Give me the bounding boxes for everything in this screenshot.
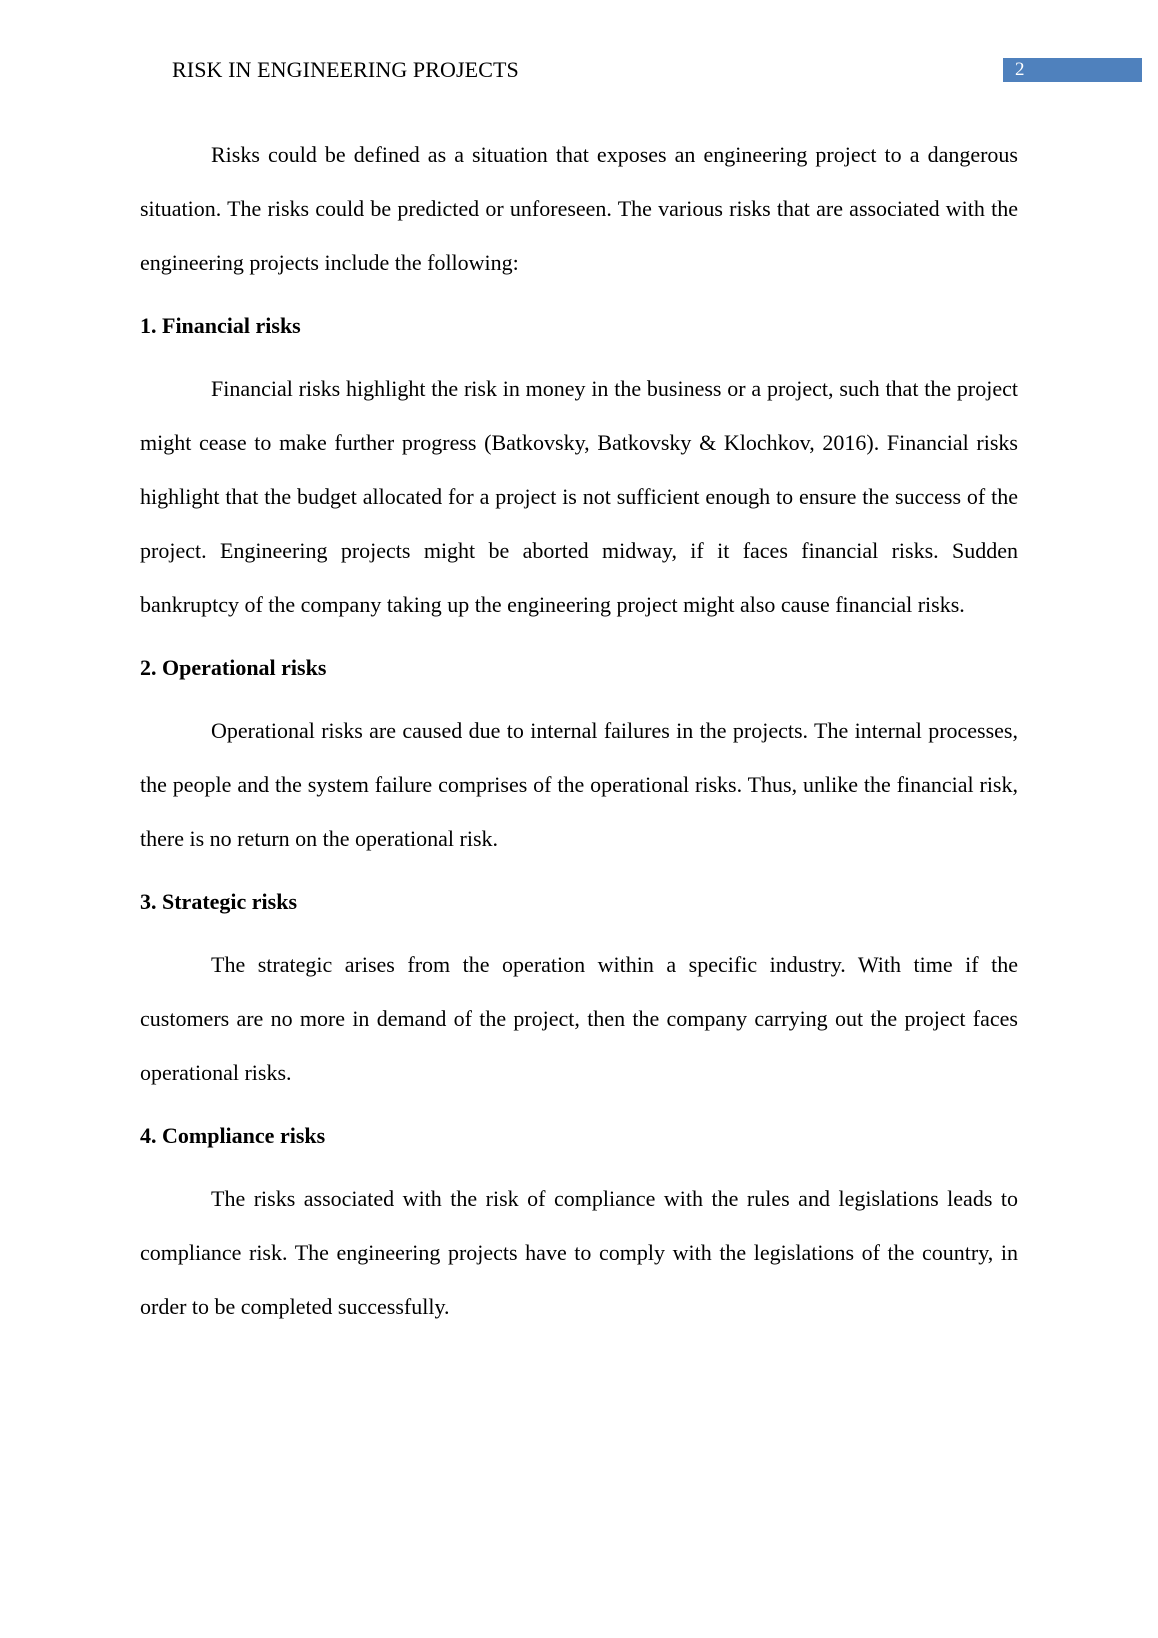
intro-paragraph: Risks could be defined as a situation that exposes an engineering project to a dangerous situation. The risks could be predicted or unforeseen. The various risks that are associated with the engineering projects include the following: <box>140 142 1018 275</box>
section-body-operational: Operational risks are caused due to internal failures in the projects. The internal processes, the people and the system failure comprises of the operational risks. Thus, unlike the financial risk, there is no return on the operational risk. <box>140 718 1018 851</box>
section-body-strategic: The strategic arises from the operation within a specific industry. With time if the customers are no more in demand of the project, then the company carrying out the project faces operational risks. <box>140 952 1018 1085</box>
page-number-badge <box>1003 58 1142 82</box>
section-body-compliance: The risks associated with the risk of compliance with the rules and legislations leads to compliance risk. The engineering projects have to comply with the legislations of the country, in order to be completed successfully. <box>140 1186 1018 1319</box>
section-heading-financial: 1. Financial risks <box>140 313 301 338</box>
page-number: 2 <box>1015 59 1025 80</box>
document-body <box>140 128 1018 1334</box>
section-heading-compliance: 4. Compliance risks <box>140 1123 326 1148</box>
running-head: RISK IN ENGINEERING PROJECTS <box>172 57 519 82</box>
section-heading-operational: 2. Operational risks <box>140 655 327 680</box>
section-heading-strategic: 3. Strategic risks <box>140 889 298 914</box>
section-body-financial: Financial risks highlight the risk in money in the business or a project, such that the project might cease to make further progress (Batkovsky, Batkovsky & Klochkov, 2016). Financial risks highlight that the budget allocated for a project is not sufficient enough to ensure the success of the project. Engineering projects might be aborted midway, if it faces financial risks. Sudden bankruptcy of the company taking up the engineering project might also cause financial risks. <box>140 376 1018 617</box>
